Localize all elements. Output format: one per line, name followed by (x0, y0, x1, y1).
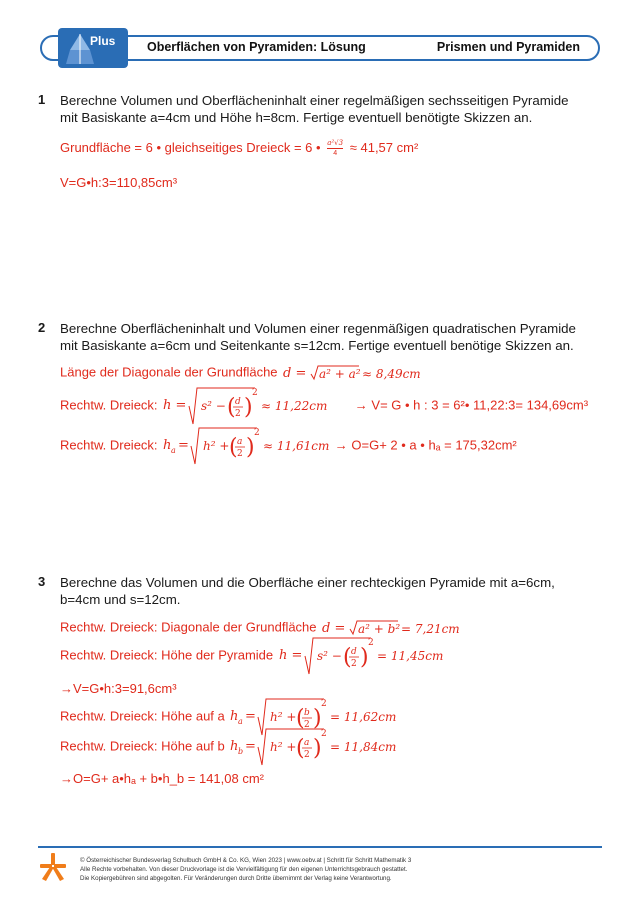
svg-text:b: b (304, 708, 311, 718)
svg-text:2: 2 (350, 659, 357, 669)
task-question: Berechne das Volumen und die Oberfläche einer rechteckigen Pyramide mit a=6cm, b=4cm und s=12cm. (60, 575, 555, 607)
solution-line: Grundfläche = 6 • gleichseitiges Dreieck = 6 • $\frac{\text{a²√3}}{4}$ ≈ 41,57 cm² (60, 139, 419, 157)
solution-line: Rechtw. Dreieck: Höhe auf b h b = h² + ( a 2 ) 2 = 11,84cm (60, 725, 388, 769)
svg-text:h: h (230, 709, 239, 724)
svg-text:h =: h = (278, 648, 303, 663)
svg-text:): ) (246, 435, 255, 460)
svg-text:): ) (359, 645, 369, 670)
svg-text:a: a (171, 446, 176, 455)
svg-text:≈ 8,49cm: ≈ 8,49cm (362, 367, 421, 381)
worksheet-title: Oberflächen von Pyramiden: Lösung (147, 40, 366, 54)
svg-text:h: h (163, 438, 172, 453)
svg-text:d: d (235, 397, 241, 407)
svg-text:a: a (238, 717, 244, 726)
svg-text:b: b (238, 747, 244, 756)
solution-line: Rechtw. Dreieck: Diagonale der Grundfläche d = a² + b² = 7,21cm (60, 619, 460, 636)
worksheet-subject: Prismen und Pyramiden (436, 40, 580, 54)
svg-text:d =: d = (283, 366, 307, 381)
svg-text:d =: d = (322, 621, 346, 636)
svg-text:s² −: s² − (316, 649, 342, 663)
formula-diagonal (281, 364, 421, 382)
formula-height (161, 384, 351, 428)
svg-text:=: = (245, 739, 257, 754)
svg-text:(: ( (229, 435, 238, 460)
task-number: 1 (38, 92, 46, 107)
svg-text:a² + a²: a² + a² (319, 367, 361, 381)
copyright-notice: © Österreichischer Bundesverlag Schulbuch GmbH & Co. KG, Wien 2023 | www.oebv.at | Schritt für Schritt Mathematik 3 Alle Rechte vorbehalten. Von dieser Druckvorlage ist die Vervielfältigung für den eigenen Unterrichtsgebrauch gestattet. Die Kopiergebühren sind abgegolten. Für Veränderungen durch Dritte übernimmt der Verlag keine Verantwortung. (80, 857, 412, 882)
svg-text:d: d (350, 647, 357, 657)
svg-text:2: 2 (235, 409, 241, 419)
svg-text:2: 2 (252, 388, 258, 398)
svg-text:h =: h = (163, 398, 187, 413)
formula-pyramid-height (277, 634, 447, 678)
svg-text:a: a (304, 738, 310, 748)
svg-text:h² +: h² + (203, 439, 230, 453)
svg-text:≈ 11,22cm: ≈ 11,22cm (261, 399, 328, 413)
solution-line: →O=G+ a•hₐ + b•h_b = 141,08 cm² (60, 771, 265, 786)
logo-label: Plus (90, 34, 116, 48)
svg-text:=: = (178, 438, 190, 453)
svg-text:): ) (313, 706, 322, 731)
task-number: 2 (38, 320, 46, 335)
solution-line: Rechtw. Dreieck: Höhe auf a h a = h² + ( b 2 ) 2 = 11,62cm (60, 695, 388, 739)
solution-line: →V=G•h:3=91,6cm³ (60, 681, 177, 696)
task-number: 3 (38, 574, 46, 589)
svg-text:): ) (244, 395, 253, 420)
svg-text:= 7,21cm: = 7,21cm (401, 622, 460, 636)
publisher-logo-icon (40, 853, 66, 881)
svg-text:h: h (230, 739, 239, 754)
svg-text:2: 2 (304, 750, 311, 760)
svg-text:h² +: h² + (270, 710, 297, 724)
svg-text:(: ( (296, 736, 305, 761)
svg-text:): ) (313, 736, 322, 761)
svg-text:2: 2 (237, 449, 243, 459)
task-question: Berechne Volumen und Oberflächeninhalt einer regelmäßigen sechsseitigen Pyramide mit Basiskante a=4cm und Höhe h=8cm. Fertige eventuell benötigte Skizzen an. (60, 93, 569, 125)
svg-text:a² + b²: a² + b² (358, 622, 401, 636)
svg-text:(: ( (296, 706, 305, 731)
svg-text:2: 2 (367, 638, 374, 648)
footer-divider (38, 846, 602, 848)
svg-text:≈ 11,61cm: ≈ 11,61cm (263, 439, 330, 453)
svg-text:h² +: h² + (270, 740, 297, 754)
svg-text:(: ( (342, 645, 352, 670)
svg-text:2: 2 (304, 720, 311, 730)
svg-text:= 11,45cm: = 11,45cm (376, 649, 444, 663)
svg-text:a: a (237, 437, 243, 447)
solution-line: Rechtw. Dreieck: h a = h² + ( a 2 ) 2 ≈ 11,61cm → O=G+ 2 • a • hₐ = 175,32cm² (60, 424, 517, 468)
formula-side-height (161, 424, 331, 468)
svg-text:2: 2 (321, 729, 328, 739)
solution-line: Rechtw. Dreieck: h = s² − ( d 2 ) 2 ≈ 11,22cm → V= G • h : 3 = 6²• 11,22:3= 134,69cm³ (60, 384, 588, 428)
svg-text:=: = (245, 709, 257, 724)
solution-line: Länge der Diagonale der Grundfläche d = a² + a² ≈ 8,49cm (60, 364, 421, 381)
svg-text:(: ( (227, 395, 236, 420)
task-question: Berechne Oberflächeninhalt und Volumen einer regenmäßigen quadratischen Pyramide mit Basiskante a=6cm und Seitenkante s=12cm. Fertige eventuell benötige Skizzen an. (60, 321, 576, 353)
svg-text:2: 2 (254, 428, 260, 438)
svg-text:= 11,62cm: = 11,62cm (330, 710, 397, 724)
svg-text:2: 2 (321, 699, 328, 709)
svg-text:= 11,84cm: = 11,84cm (330, 740, 397, 754)
solution-line: Rechtw. Dreieck: Höhe der Pyramide h = s² − ( d 2 ) 2 = 11,45cm (60, 634, 447, 678)
solution-line: V=G•h:3=110,85cm³ (60, 175, 178, 190)
svg-text:s² −: s² − (201, 399, 227, 413)
